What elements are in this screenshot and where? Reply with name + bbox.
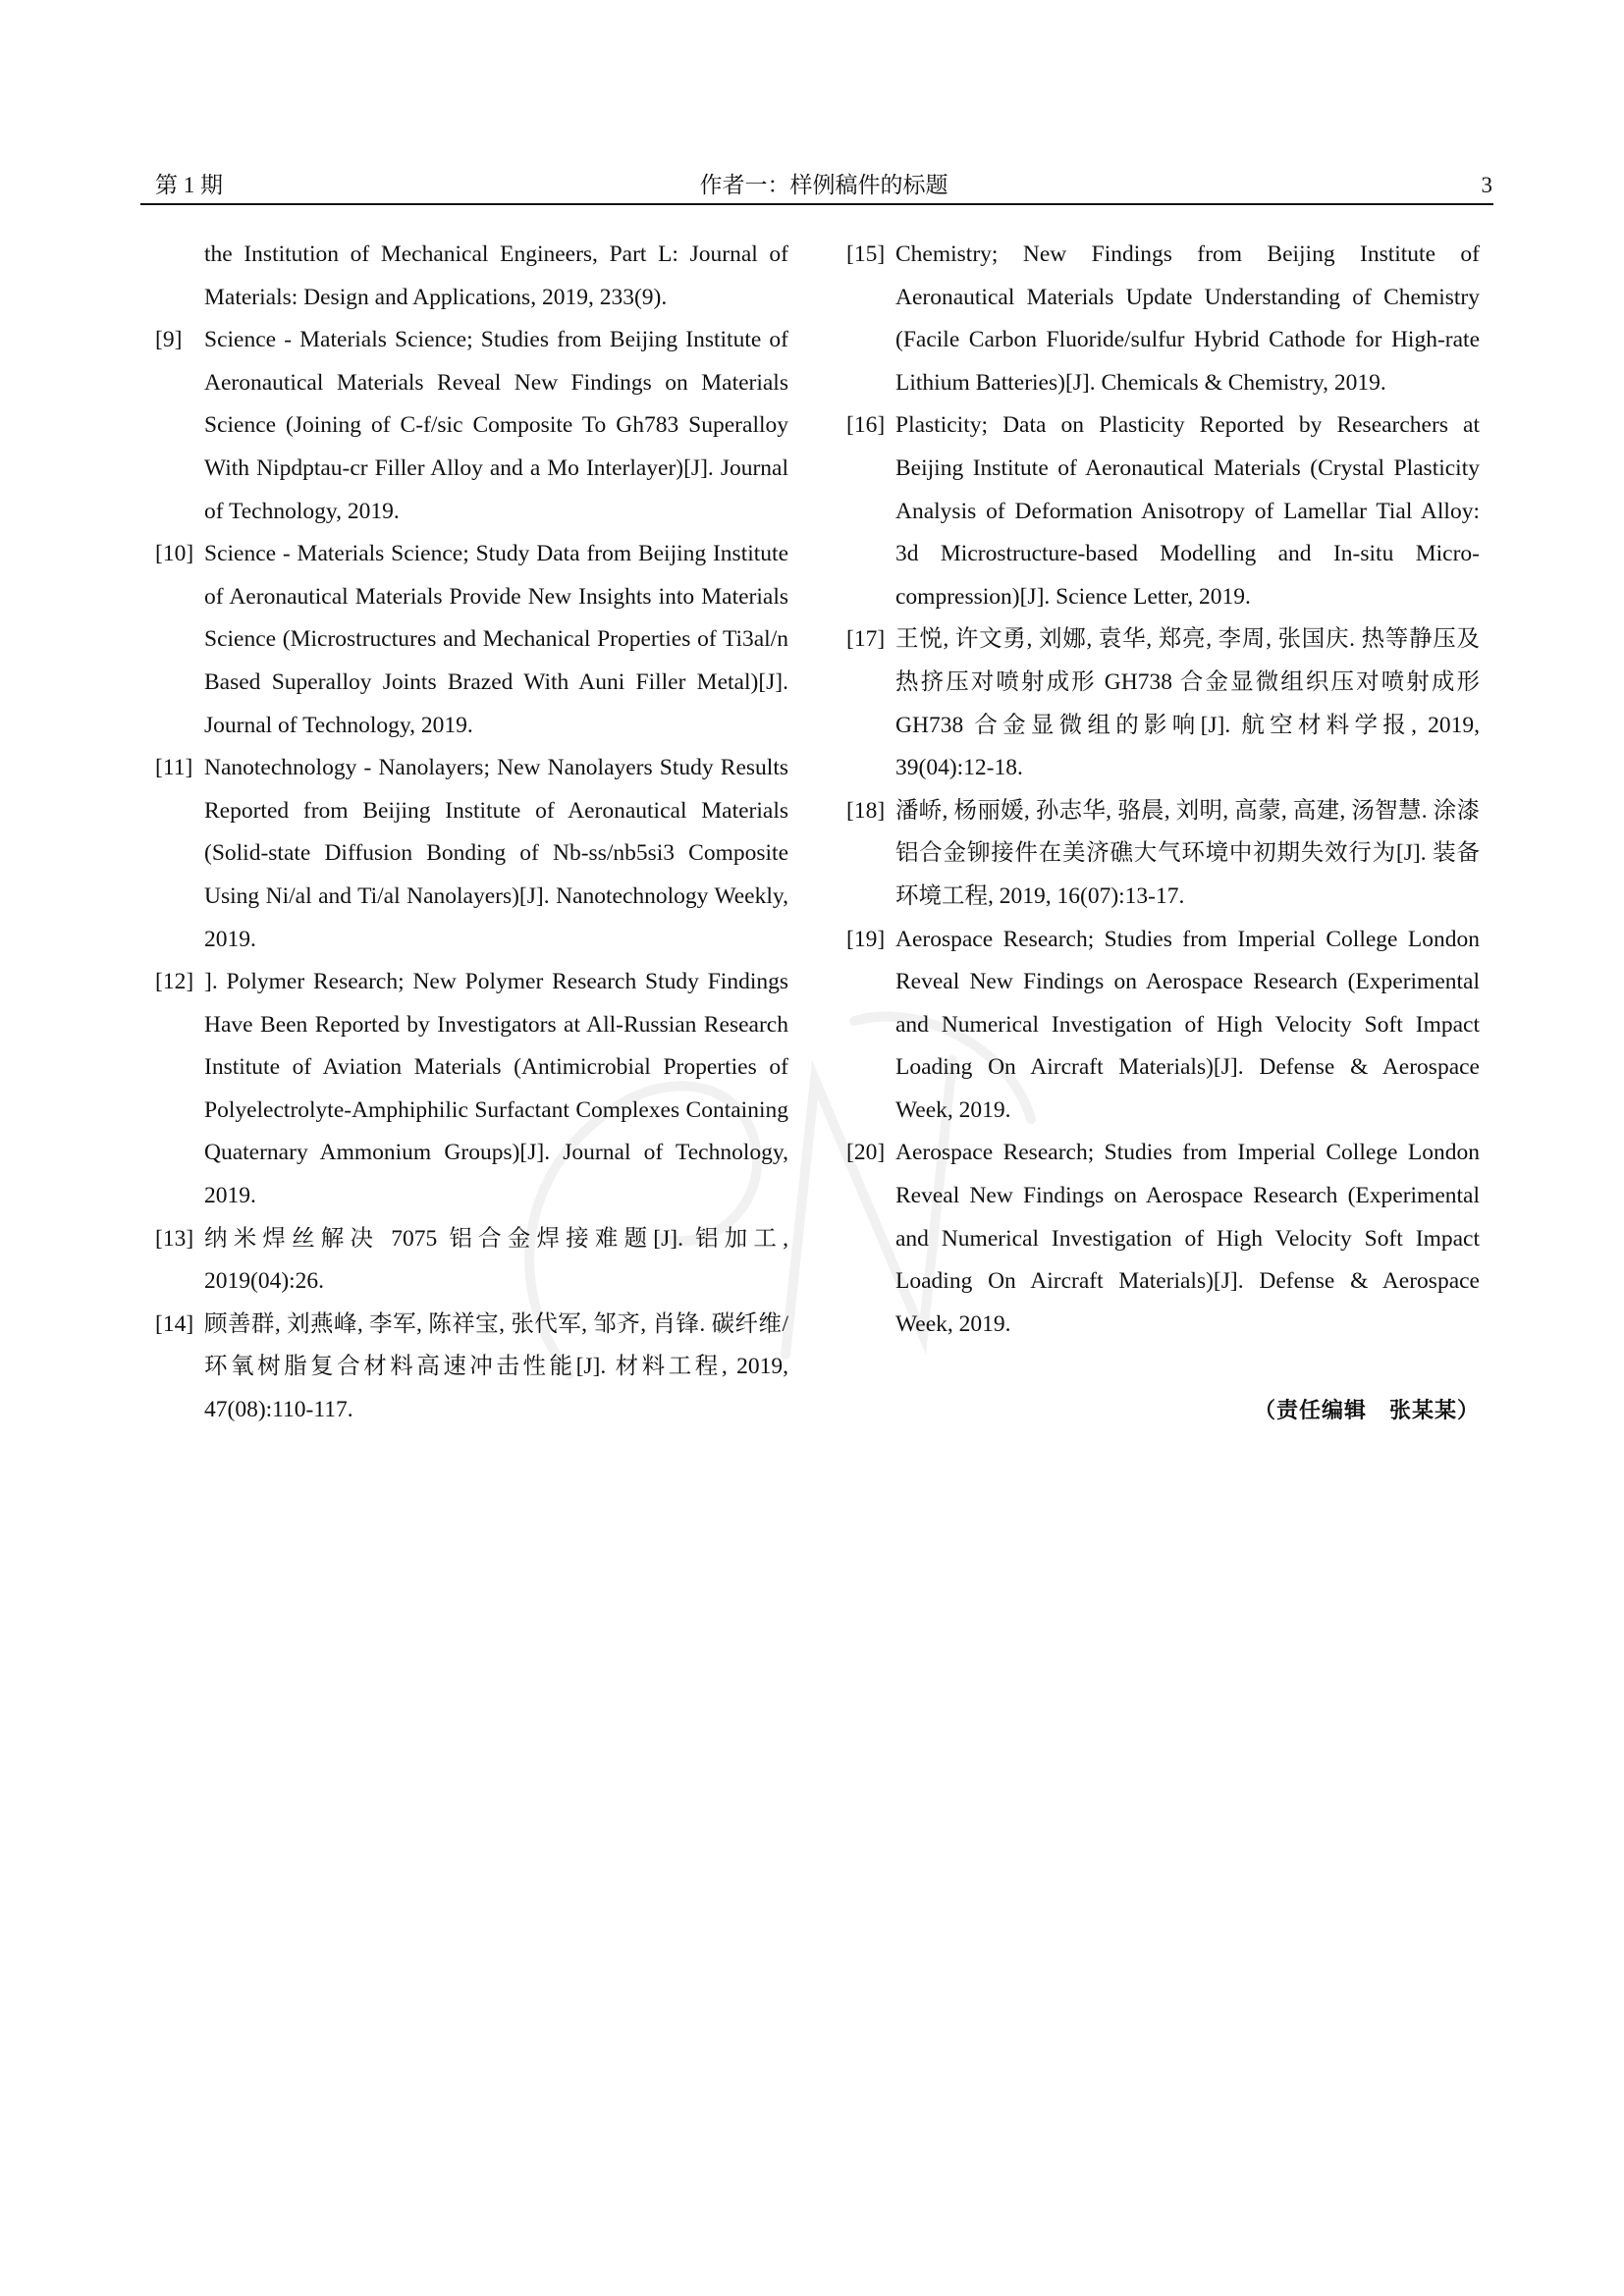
- reference-number: [14]: [155, 1310, 194, 1337]
- reference-item: [155, 747, 788, 961]
- reference-text: Aerospace Research; Studies from Imperial College London Reveal New Findings on Aerospace Research (Experimental and Numerical Investigation of High Velocity Soft Impact Loading On Aircraft Materials)[J]. Defense & Aerospace Week, 2019.: [895, 926, 1480, 1123]
- reference-number: [10]: [155, 541, 194, 567]
- header-rule: [140, 203, 1493, 205]
- reference-item: [155, 1304, 788, 1432]
- reference-item: [846, 790, 1480, 919]
- reference-number: [12]: [155, 969, 194, 995]
- reference-text: Plasticity; Data on Plasticity Reported by Researchers at Beijing Institute of Aeronautical Materials (Crystal Plasticity Analysis of Deformation Anisotropy of Lamellar Tial Alloy: 3d Microstructure-based Modelling and In-situ Micro-compression)[J]. Science Letter, 2019.: [895, 412, 1480, 610]
- reference-text: Science - Materials Science; Study Data from Beijing Institute of Aeronautical Materials Provide New Insights into Materials Science (Microstructures and Mechanical Properties of Ti3al/n Based Superalloy Joints Brazed With Auni Filler Metal)[J]. Journal of Technology, 2019.: [204, 541, 788, 738]
- reference-text: Aerospace Research; Studies from Imperial College London Reveal New Findings on Aerospace Research (Experimental and Numerical Investigation of High Velocity Soft Impact Loading On Aircraft Materials)[J]. Defense & Aerospace Week, 2019.: [895, 1140, 1480, 1337]
- reference-text: Nanotechnology - Nanolayers; New Nanolayers Study Results Reported from Beijing Institute of Aeronautical Materials (Solid-state Diffusion Bonding of Nb-ss/nb5si3 Composite Using Ni/al and Ti/al Nanolayers)[J]. Nanotechnology Weekly, 2019.: [204, 755, 788, 952]
- reference-number: [18]: [846, 797, 886, 824]
- reference-number: [13]: [155, 1225, 194, 1252]
- right-reference-column: [846, 234, 1480, 1346]
- reference-number: [11]: [155, 755, 193, 781]
- page-number: 3: [1481, 173, 1492, 197]
- reference-text: Science - Materials Science; Studies from Beijing Institute of Aeronautical Materials Reveal New Findings on Materials Science (Joining of C-f/sic Composite To Gh783 Superalloy With Nipdptau-cr Filler Alloy and a Mo Interlayer)[J]. Journal of Technology, 2019.: [204, 327, 788, 524]
- reference-text: 纳米焊丝解决 7075 铝合金焊接难题[J]. 铝加工, 2019(04):26.: [204, 1225, 788, 1295]
- reference-text: Chemistry; New Findings from Beijing Institute of Aeronautical Materials Update Understanding of Chemistry (Facile Carbon Fluoride/sulfur Hybrid Cathode for High-rate Lithium Batteries)[J]. Chemicals & Chemistry, 2019.: [895, 241, 1480, 396]
- reference-number: [9]: [155, 327, 183, 353]
- reference-item: [155, 961, 788, 1218]
- reference-item: [155, 319, 788, 533]
- issue-label: 第 1 期: [155, 173, 223, 197]
- reference-item: [846, 1132, 1480, 1346]
- reference-item: [846, 404, 1480, 618]
- reference-number: [16]: [846, 412, 886, 439]
- reference-number: [20]: [846, 1140, 886, 1166]
- reference-number: [17]: [846, 626, 886, 653]
- reference-text: 王悦, 许文勇, 刘娜, 袁华, 郑亮, 李周, 张国庆. 热等静压及热挤压对喷射成形 GH738 合金显微组织压对喷射成形 GH738 合金显微组的影响[J]. 航空材料学报, 2019, 39(04):12-18.: [895, 626, 1480, 781]
- reference-number: [19]: [846, 926, 886, 952]
- running-title: 作者一：样例稿件的标题: [699, 173, 948, 197]
- reference-text: 顾善群, 刘燕峰, 李军, 陈祥宝, 张代军, 邹齐, 肖锋. 碳纤维/环氧树脂复合材料高速冲击性能[J]. 材料工程, 2019, 47(08):110-117.: [204, 1310, 788, 1423]
- reference-item: [155, 533, 788, 747]
- left-reference-column: [155, 234, 788, 1432]
- reference-item: [846, 919, 1480, 1133]
- reference-item: [846, 618, 1480, 789]
- reference-text: 潘峤, 杨丽媛, 孙志华, 骆晨, 刘明, 高蒙, 高建, 汤智慧. 涂漆铝合金铆接件在美济礁大气环境中初期失效行为[J]. 装备环境工程, 2019, 16(07):13-17.: [895, 797, 1480, 909]
- reference-item: [846, 234, 1480, 404]
- reference-continuation: the Institution of Mechanical Engineers, Part L: Journal of Materials: Design and Applications, 2019, 233(9).: [204, 241, 788, 310]
- reference-number: [15]: [846, 241, 886, 267]
- responsible-editor: （责任编辑 张某某）: [1253, 1399, 1480, 1423]
- page-header: [155, 169, 1492, 202]
- reference-item: [155, 1218, 788, 1304]
- reference-text: ]. Polymer Research; New Polymer Research Study Findings Have Been Reported by Investigators at All-Russian Research Institute of Aviation Materials (Antimicrobial Properties of Polyelectrolyte-Amphiphilic Surfactant Complexes Containing Quaternary Ammonium Groups)[J]. Journal of Technology, 2019.: [204, 969, 788, 1209]
